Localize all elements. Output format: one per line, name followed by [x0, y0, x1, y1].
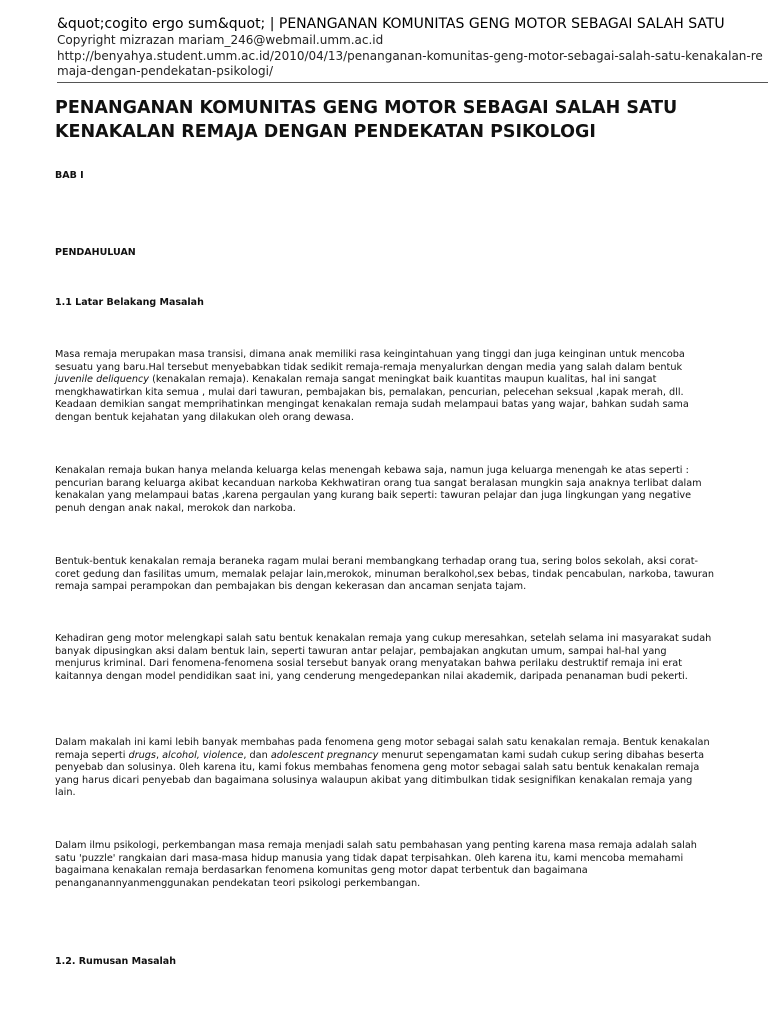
source-url[interactable]: http://benyahya.student.umm.ac.id/2010/04/13/penanganan-komunitas-geng-motor-sebagai-salah-satu-kenakalan-remaja-dengan-pendekatan-psikologi/ [57, 48, 763, 78]
chapter-number: BAB I [55, 170, 84, 181]
section-heading-1-1: 1.1 Latar Belakang Masalah [55, 297, 204, 308]
paragraph-5: Dalam makalah ini kami lebih banyak membahas pada fenomena geng motor sebagai salah satu kenakalan remaja. Bentuk kenakalan remaja seperti drugs, alcohol, violence, dan adolescent pregnancy menurut sepengamatan kami sudah cukup sering dibahas beserta penyebab dan solusinya. 0leh karena itu, kami fokus membahas fenomena geng motor sebagai salah satu bentuk kenakalan remaja yang harus dicari penyebab dan bagaimana solusinya walaupun akibat yang ditimbulkan tidak sesignifikan kenakalan remaja yang lain. [55, 737, 710, 799]
header-title: &quot;cogito ergo sum&quot; | PENANGANAN KOMUNITAS GENG MOTOR SEBAGAI SALAH SATU [57, 16, 725, 32]
juvenile-deliquency-term: juvenile deliquency [55, 374, 150, 386]
paragraph-6: Dalam ilmu psikologi, perkembangan masa remaja menjadi salah satu pembahasan yang penting karena masa remaja adalah salah satu 'puzzle' rangkaian dari masa-masa hidup manusia yang tidak dapat terpisahkan. 0leh karena itu, kami mencoba memahami bagaimana kenakalan remaja berdasarkan fenomena komunitas geng motor dapat terbentuk dan bagaimana penanganannyanmenggunakan pendekatan teori psikologi perkembangan. [55, 840, 697, 889]
chapter-title: PENDAHULUAN [55, 247, 136, 258]
paragraph-1: Masa remaja merupakan masa transisi, dimana anak memiliki rasa keingintahuan yang tinggi dan juga keinginan untuk mencoba sesuatu yang baru.Hal tersebut menyebabkan tidak sedikit remaja-remaja menyalurkan dengan media yang salah dalam bentuk juvenile deliquency (kenakalan remaja). Kenakalan remaja sangat meningkat baik kuantitas maupun kualitas, hal ini sangat mengkhawatirkan kita semua , mulai dari tawuran, pembajakan bis, pemalakan, pencurian, pelecehan seksual ,kapak merah, dll. Keadaan demikian sangat memprihatinkan mengingat kenakalan remaja sudah melampaui batas yang wajar, bahkan sudah sama dengan bentuk kejahatan yang dilakukan oleh orang dewasa. [55, 349, 689, 423]
adolescent-pregnancy-term: adolescent pregnancy [270, 749, 379, 761]
document-title: PENANGANAN KOMUNITAS GENG MOTOR SEBAGAI SALAH SATU KENAKALAN REMAJA DENGAN PENDEKATAN PSIKOLOGI [55, 98, 678, 142]
alcohol-violence-term: alcohol, violence [162, 749, 244, 761]
drugs-term: drugs [128, 749, 156, 761]
copyright-line: Copyright mizrazan mariam_246@webmail.umm.ac.id [57, 33, 384, 47]
paragraph-4: Kehadiran geng motor melengkapi salah satu bentuk kenakalan remaja yang cukup meresahkan, setelah selama ini masyarakat sudah banyak dipusingkan aksi dalam bentuk lain, seperti tawuran antar pelajar, pembajakan angkutan umum, sampai hal-hal yang menjurus kriminal. Dari fenomena-fenomena sosial tersebut banyak orang menyatakan bahwa perilaku destruktif remaja ini erat kaitannya dengan model pendidikan saat ini, yang cenderung mengedepankan nilai akademik, daripada penanaman budi pekerti. [55, 633, 712, 682]
paragraph-3: Bentuk-bentuk kenakalan remaja beraneka ragam mulai berani membangkang terhadap orang tua, sering bolos sekolah, aksi corat-coret gedung dan fasilitas umum, memalak pelajar lain,merokok, minuman beralkohol,sex bebas, tindak pencabulan, narkoba, tawuran remaja sampai perampokan dan pembajakan bis dengan kekerasan dan ancaman senjata tajam. [55, 556, 714, 593]
page-header [57, 15, 768, 83]
section-heading-1-2: 1.2. Rumusan Masalah [55, 956, 176, 967]
paragraph-2: Kenakalan remaja bukan hanya melanda keluarga kelas menengah kebawa saja, namun juga keluarga menengah ke atas seperti : pencurian barang keluarga akibat kecanduan narkoba Kekhwatiran orang tua sangat beralasan mungkin saja anaknya terlibat dalam kenakalan yang melampaui batas ,karena pergaulan yang kurang baik seperti: tawuran pelajar dan juga lingkungan yang negative penuh dengan anak nakal, merokok dan narkoba. [55, 465, 702, 514]
